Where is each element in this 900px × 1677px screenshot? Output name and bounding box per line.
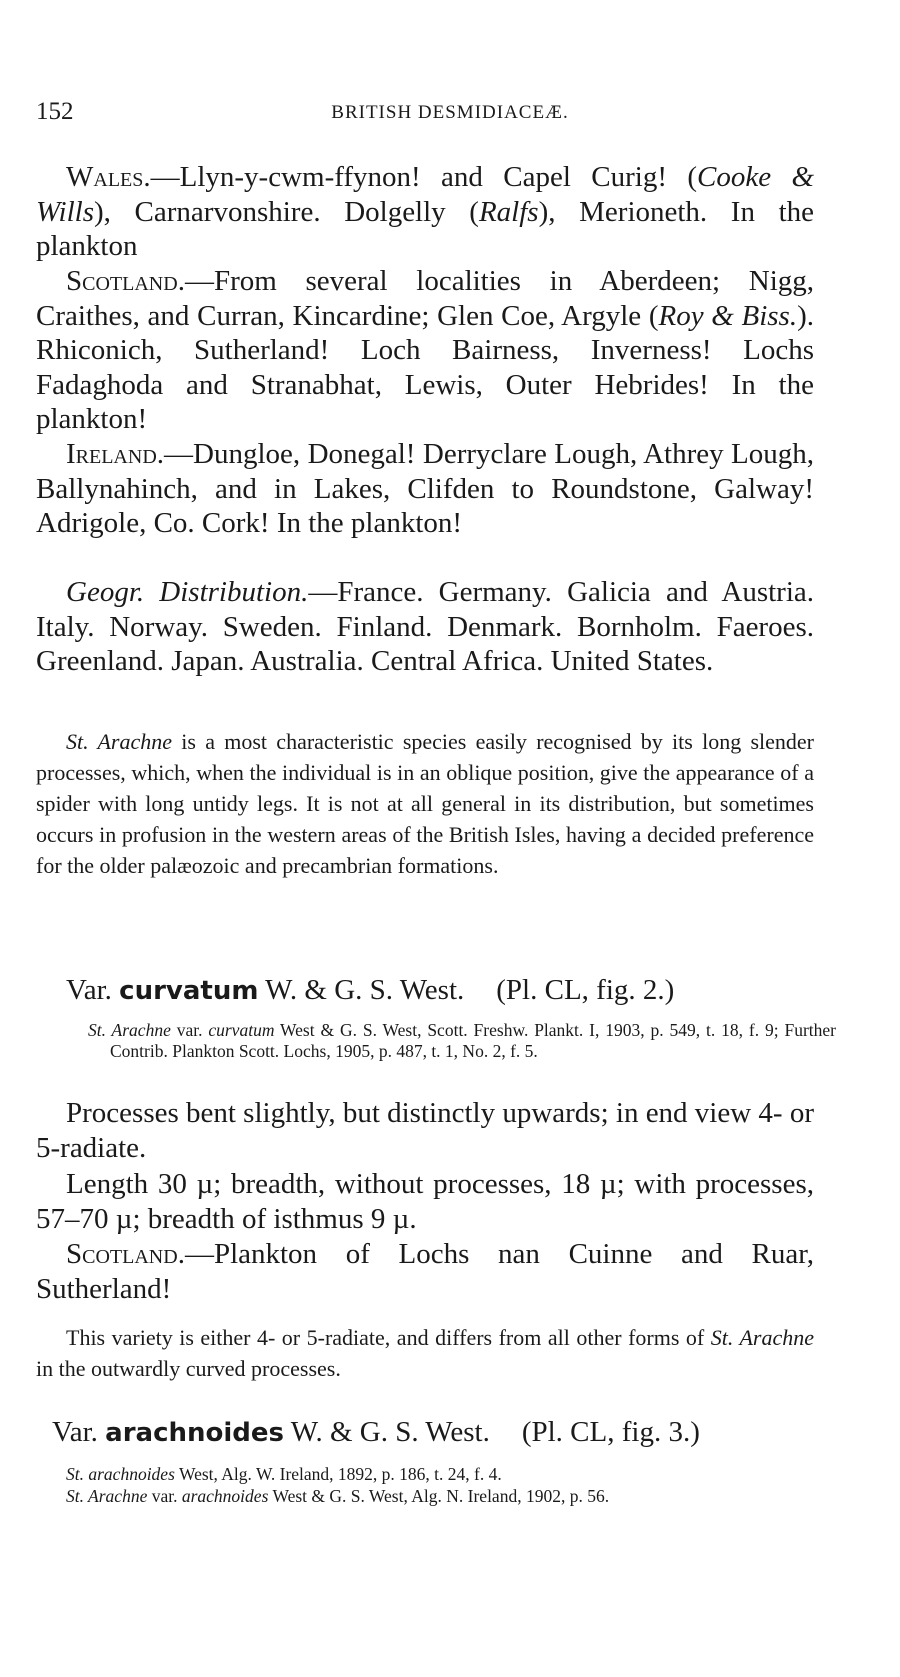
- scotland-paragraph-curvatum: Scotland.—Plankton of Lochs nan Cuinne and Ruar, Sutherland!: [36, 1238, 814, 1305]
- description-processes: Processes bent slightly, but distinctly upwards; in end view 4- or 5-radiate.: [36, 1097, 814, 1164]
- variety-name: arachnoides: [105, 1418, 285, 1448]
- description-measurements: Length 30 µ; breadth, without processes, 18 µ; with processes, 57–70 µ; breadth of isthmus 9 µ.: [36, 1168, 814, 1235]
- region-label-ireland: Ireland: [66, 438, 157, 470]
- region-label-wales: Wales: [66, 161, 144, 193]
- distribution-label: Geogr. Distribution.: [66, 576, 309, 608]
- plate-reference: (Pl. CL, fig. 2.): [496, 974, 675, 1006]
- running-title: BRITISH DESMIDIACEÆ.: [331, 102, 569, 123]
- page-number: 152: [36, 98, 74, 125]
- species-note: St. Arachne is a most characteristic species easily recognised by its long slender processes, which, when the individual is in an oblique position, give the appearance of a spider with long untidy legs. It is not at all general in its distribution, but sometimes occurs in profusion in the western areas of the British Isles, having a decided preference for the older palæozoic and precambrian formations.: [36, 729, 814, 878]
- scotland-paragraph: Scotland.—From several localities in Aberdeen; Nigg, Craithes, and Curran, Kincardine; Glen Coe, Argyle (Roy & Biss.). Rhiconich, Sutherland! Loch Bairness, Inverness! Lochs Fadaghoda and Stranabhat, Lewis, Outer Hebrides! In the plankton!: [36, 265, 814, 435]
- plate-reference: (Pl. CL, fig. 3.): [521, 1416, 700, 1448]
- variety-heading-arachnoides: Var. arachnoides W. & G. S. West. (Pl. CL, fig. 3.): [52, 1416, 700, 1448]
- distribution-paragraph: Geogr. Distribution.—France. Germany. Galicia and Austria. Italy. Norway. Sweden. Finland. Denmark. Bornholm. Faeroes. Greenland. Japan. Australia. Central Africa. United States.: [36, 576, 814, 677]
- synonymy-arachnoides-1: St. arachnoides West, Alg. W. Ireland, 1892, p. 186, t. 24, f. 4.: [66, 1464, 502, 1484]
- variety-heading-curvatum: Var. curvatum W. & G. S. West. (Pl. CL, fig. 2.): [66, 974, 675, 1006]
- wales-paragraph: Wales.—Llyn-y-cwm-ffynon! and Capel Curig! (Cooke & Wills), Carnarvonshire. Dolgelly (Ralfs), Merioneth. In the plankton: [36, 161, 815, 262]
- page-header: [36, 98, 864, 128]
- region-label-scotland: Scotland: [66, 265, 178, 297]
- variety-name: curvatum: [119, 976, 259, 1006]
- variety-note-curvatum: This variety is either 4- or 5-radiate, and differs from all other forms of St. Arachne in the outwardly curved processes.: [36, 1325, 814, 1381]
- region-label-scotland: Scotland: [66, 1238, 178, 1270]
- synonymy-curvatum: St. Arachne var. curvatum West & G. S. West, Scott. Freshw. Plankt. I, 1903, p. 549, t. 18, f. 9; Further Contrib. Plankton Scott. Lochs, 1905, p. 487, t. 1, No. 2, f. 5.: [88, 1020, 836, 1061]
- ireland-paragraph: Ireland.—Dungloe, Donegal! Derryclare Lough, Athrey Lough, Ballynahinch, and in Lakes, Clifden to Roundstone, Galway! Adrigole, Co. Cork! In the plankton!: [36, 438, 814, 539]
- synonymy-arachnoides-2: St. Arachne var. arachnoides West & G. S. West, Alg. N. Ireland, 1902, p. 56.: [66, 1486, 610, 1506]
